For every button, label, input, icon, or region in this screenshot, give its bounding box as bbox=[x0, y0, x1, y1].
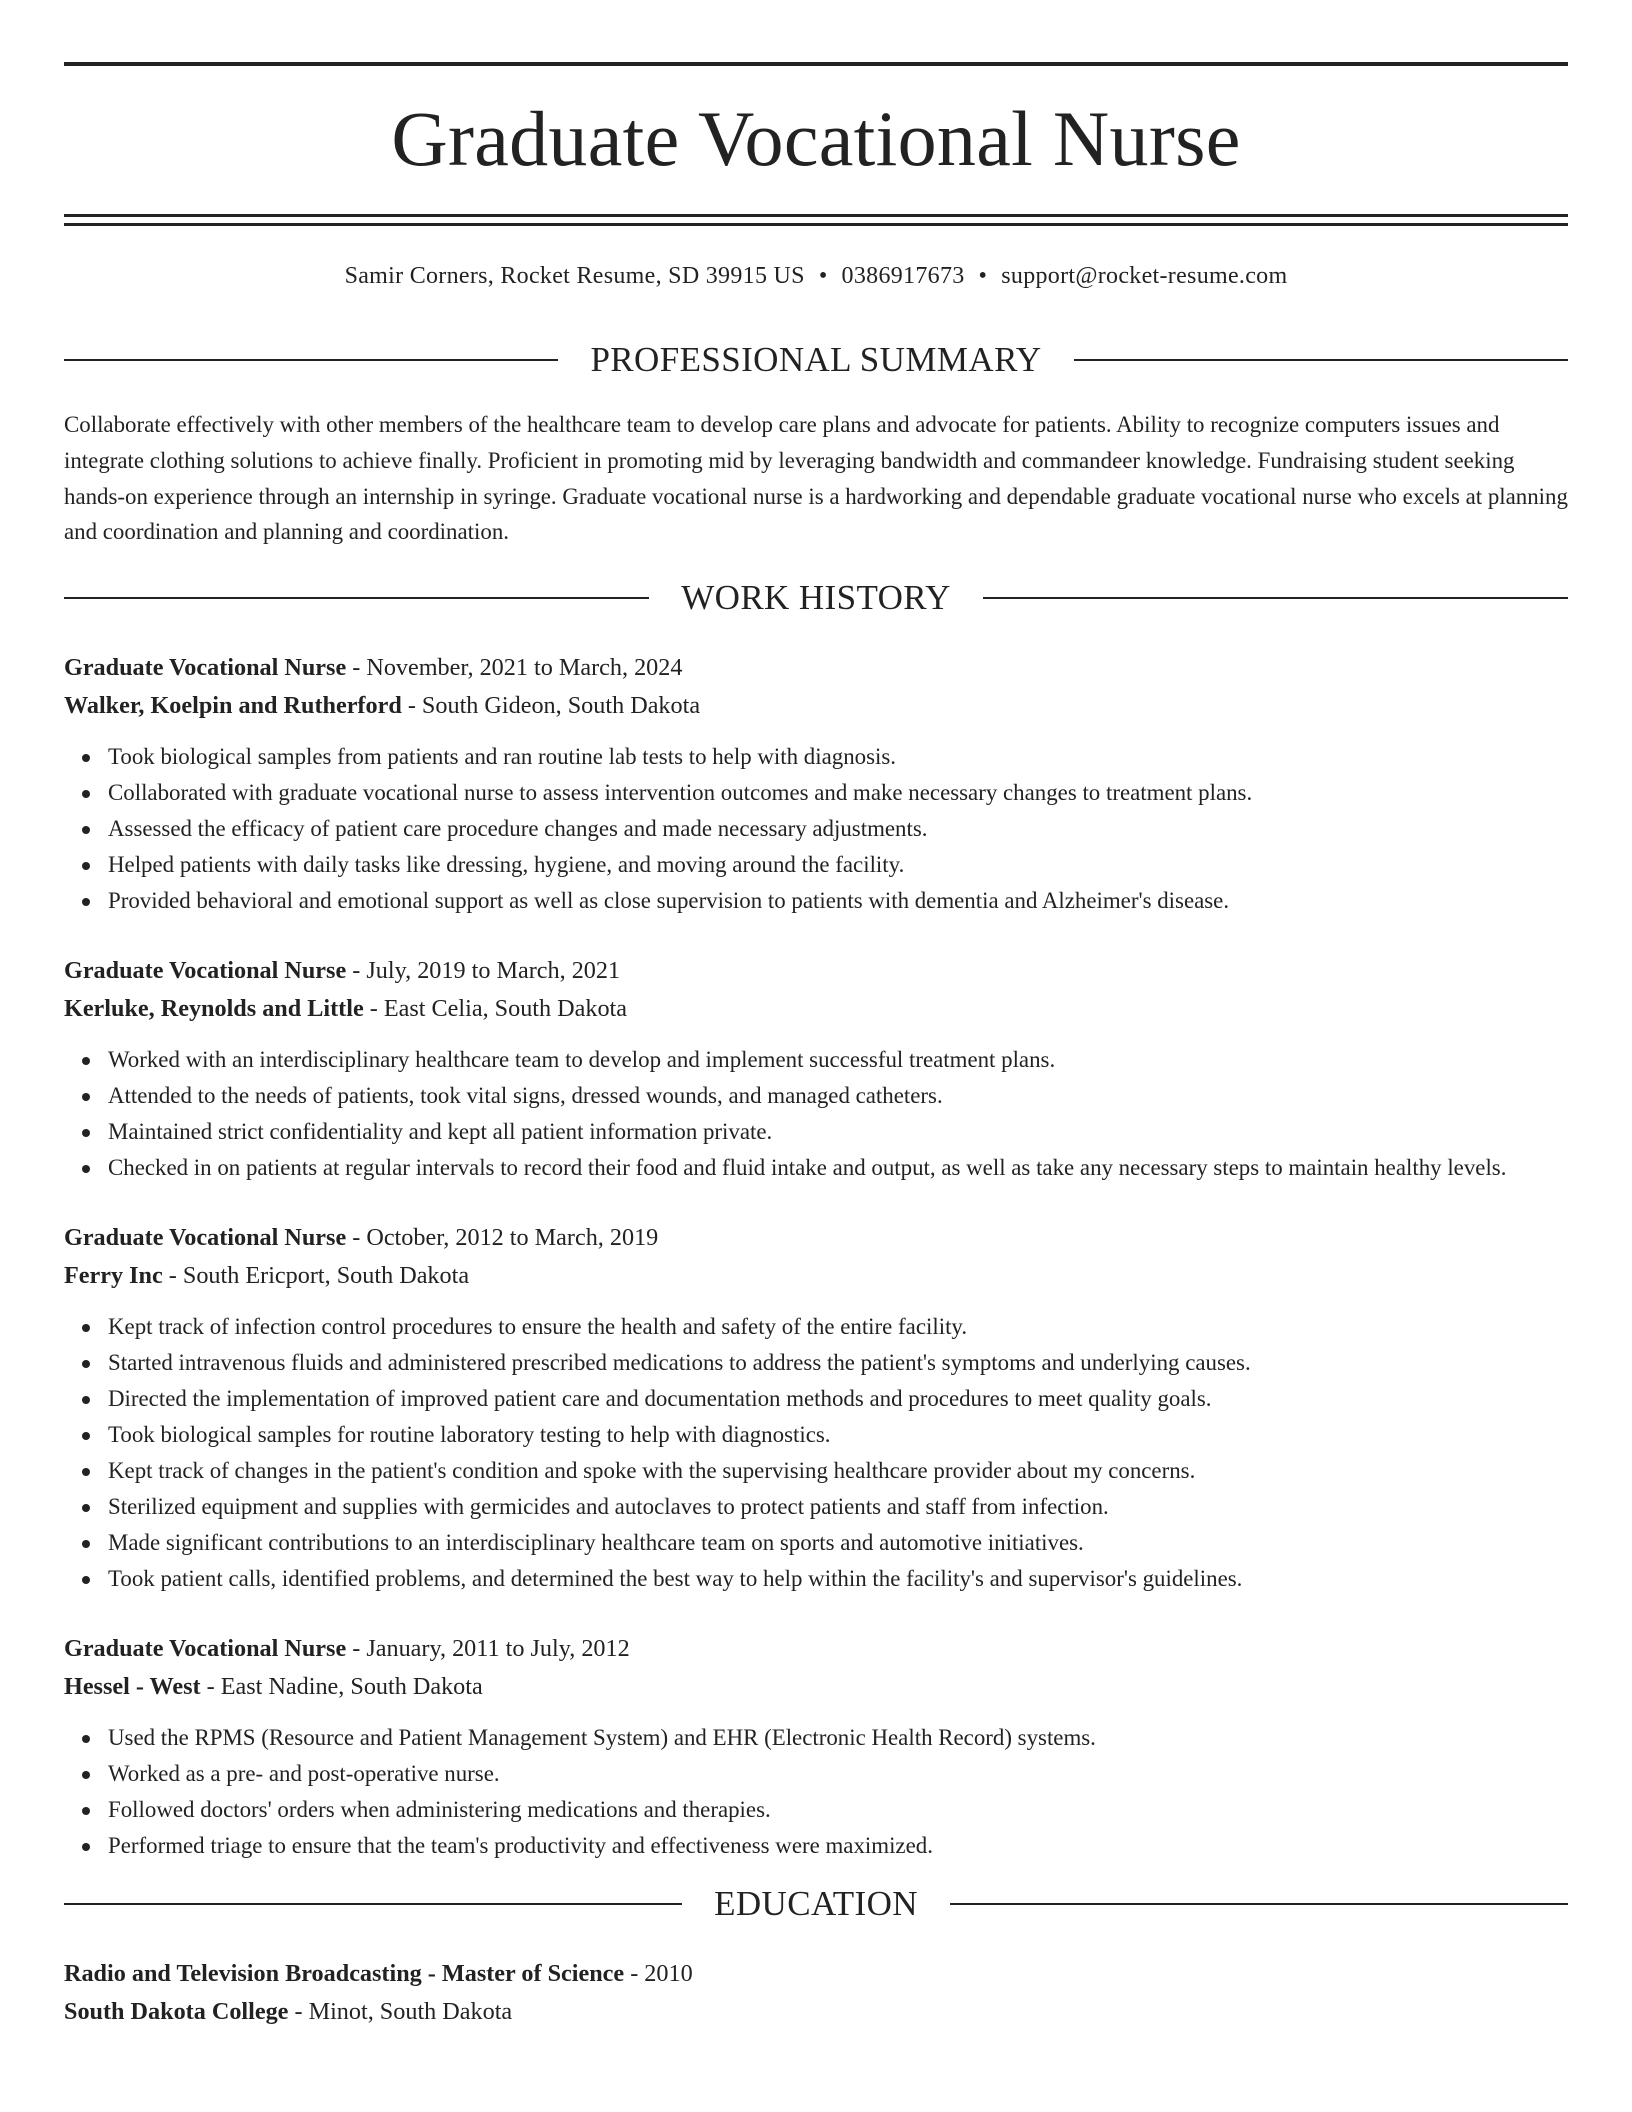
section-heading-work-history bbox=[64, 578, 1568, 618]
job-duty-item: Started intravenous fluids and administered prescribed medications to address the patient's symptoms and underlying causes. bbox=[108, 1345, 1568, 1381]
contact-address: Samir Corners, Rocket Resume, SD 39915 US bbox=[344, 263, 805, 289]
job-title-line bbox=[64, 1630, 1568, 1668]
job-org-line bbox=[64, 990, 1568, 1028]
job-location: - East Celia, South Dakota bbox=[363, 995, 628, 1023]
job-duty-item: Helped patients with daily tasks like dressing, hygiene, and moving around the facility. bbox=[108, 847, 1568, 883]
job-org-line bbox=[64, 1668, 1568, 1706]
job-duty-item: Provided behavioral and emotional support as well as close supervision to patients with dementia and Alzheimer's disease. bbox=[108, 883, 1568, 919]
job-duty-item: Made significant contributions to an interdisciplinary healthcare team on sports and automotive initiatives. bbox=[108, 1525, 1568, 1561]
education-entry bbox=[64, 1955, 1568, 2031]
contact-phone: 0386917673 bbox=[841, 263, 965, 289]
education-degree: Radio and Television Broadcasting - Master of Science bbox=[64, 1960, 625, 1988]
heading-rule-left bbox=[64, 597, 649, 599]
job-duty-item: Took patient calls, identified problems, and determined the best way to help within the facility's and supervisor's guidelines. bbox=[108, 1561, 1568, 1597]
education-year: - 2010 bbox=[624, 1960, 693, 1988]
job-duties-list bbox=[64, 1720, 1568, 1864]
section-heading-education bbox=[64, 1884, 1568, 1924]
job-duties-list bbox=[64, 739, 1568, 919]
job-company: Ferry Inc bbox=[64, 1262, 163, 1290]
job-duty-item: Kept track of changes in the patient's condition and spoke with the supervising healthcare provider about my concerns. bbox=[108, 1453, 1568, 1489]
job-duties-list bbox=[64, 1042, 1568, 1186]
job-entry bbox=[64, 952, 1568, 1186]
job-entry bbox=[64, 1219, 1568, 1597]
job-title: Graduate Vocational Nurse bbox=[64, 654, 347, 682]
job-org-line bbox=[64, 1257, 1568, 1295]
job-duty-item: Worked with an interdisciplinary healthcare team to develop and implement successful treatment plans. bbox=[108, 1042, 1568, 1078]
job-company: Hessel - West bbox=[64, 1673, 201, 1701]
job-duty-item: Performed triage to ensure that the team's productivity and effectiveness were maximized. bbox=[108, 1828, 1568, 1864]
heading-rule-right bbox=[1074, 359, 1568, 361]
job-company: Kerluke, Reynolds and Little bbox=[64, 995, 364, 1023]
title-double-rule bbox=[64, 214, 1568, 226]
job-duty-item: Took biological samples for routine laboratory testing to help with diagnostics. bbox=[108, 1417, 1568, 1453]
job-title: Graduate Vocational Nurse bbox=[64, 1635, 347, 1663]
contact-separator: • bbox=[818, 263, 828, 289]
contact-separator: • bbox=[978, 263, 988, 289]
contact-email: support@rocket-resume.com bbox=[1001, 263, 1288, 289]
section-heading-label: WORK HISTORY bbox=[681, 578, 951, 618]
job-duty-item: Checked in on patients at regular intervals to record their food and fluid intake and output, as well as take any necessary steps to maintain healthy levels. bbox=[108, 1150, 1568, 1186]
job-entry bbox=[64, 649, 1568, 919]
top-rule bbox=[64, 62, 1568, 66]
section-heading-label: EDUCATION bbox=[714, 1884, 918, 1924]
job-location: - East Nadine, South Dakota bbox=[200, 1673, 483, 1701]
job-title: Graduate Vocational Nurse bbox=[64, 957, 347, 985]
job-company: Walker, Koelpin and Rutherford bbox=[64, 692, 402, 720]
job-duty-item: Assessed the efficacy of patient care procedure changes and made necessary adjustments. bbox=[108, 811, 1568, 847]
job-duty-item: Maintained strict confidentiality and kept all patient information private. bbox=[108, 1114, 1568, 1150]
section-heading-summary bbox=[64, 340, 1568, 380]
job-dates: - November, 2021 to March, 2024 bbox=[346, 654, 683, 682]
job-dates: - October, 2012 to March, 2019 bbox=[346, 1224, 659, 1252]
job-duty-item: Collaborated with graduate vocational nurse to assess intervention outcomes and make necessary changes to treatment plans. bbox=[108, 775, 1568, 811]
job-location: - South Gideon, South Dakota bbox=[401, 692, 701, 720]
job-duties-list bbox=[64, 1309, 1568, 1597]
job-duty-item: Took biological samples from patients and ran routine lab tests to help with diagnosis. bbox=[108, 739, 1568, 775]
job-dates: - July, 2019 to March, 2021 bbox=[346, 957, 621, 985]
contact-line bbox=[64, 261, 1568, 291]
job-duty-item: Used the RPMS (Resource and Patient Management System) and EHR (Electronic Health Record) systems. bbox=[108, 1720, 1568, 1756]
job-duty-item: Kept track of infection control procedures to ensure the health and safety of the entire facility. bbox=[108, 1309, 1568, 1345]
heading-rule-right bbox=[983, 597, 1568, 599]
job-entry bbox=[64, 1630, 1568, 1864]
education-school: South Dakota College bbox=[64, 1998, 289, 2026]
job-title-line bbox=[64, 649, 1568, 687]
job-title-line bbox=[64, 1219, 1568, 1257]
job-duty-item: Worked as a pre- and post-operative nurse. bbox=[108, 1756, 1568, 1792]
job-duty-item: Directed the implementation of improved patient care and documentation methods and procedures to meet quality goals. bbox=[108, 1381, 1568, 1417]
job-location: - South Ericport, South Dakota bbox=[162, 1262, 470, 1290]
section-heading-label: PROFESSIONAL SUMMARY bbox=[590, 340, 1042, 379]
job-title: Graduate Vocational Nurse bbox=[64, 1224, 347, 1252]
job-duty-item: Sterilized equipment and supplies with germicides and autoclaves to protect patients and staff from infection. bbox=[108, 1489, 1568, 1525]
education-location: - Minot, South Dakota bbox=[288, 1998, 513, 2026]
education-school-line bbox=[64, 1993, 1568, 2031]
summary-paragraph: Collaborate effectively with other members of the healthcare team to develop care plans and advocate for patients. Ability to recognize computers issues and integrate clothing solutions to achieve finally. Proficient in promoting mid by leveraging bandwidth and commandeer knowledge. Fundraising student seeking hands-on experience through an internship in syringe. Graduate vocational nurse is a hardworking and dependable graduate vocational nurse who excels at planning and coordination and planning and coordination. bbox=[64, 412, 1568, 545]
job-duty-item: Attended to the needs of patients, took vital signs, dressed wounds, and managed catheters. bbox=[108, 1078, 1568, 1114]
job-org-line bbox=[64, 687, 1568, 725]
education-degree-line bbox=[64, 1955, 1568, 1993]
resume-title: Graduate Vocational Nurse bbox=[391, 95, 1241, 182]
job-dates: - January, 2011 to July, 2012 bbox=[346, 1635, 630, 1663]
job-title-line bbox=[64, 952, 1568, 990]
heading-rule-left bbox=[64, 1903, 682, 1905]
heading-rule-left bbox=[64, 359, 558, 361]
job-duty-item: Followed doctors' orders when administering medications and therapies. bbox=[108, 1792, 1568, 1828]
heading-rule-right bbox=[950, 1903, 1568, 1905]
